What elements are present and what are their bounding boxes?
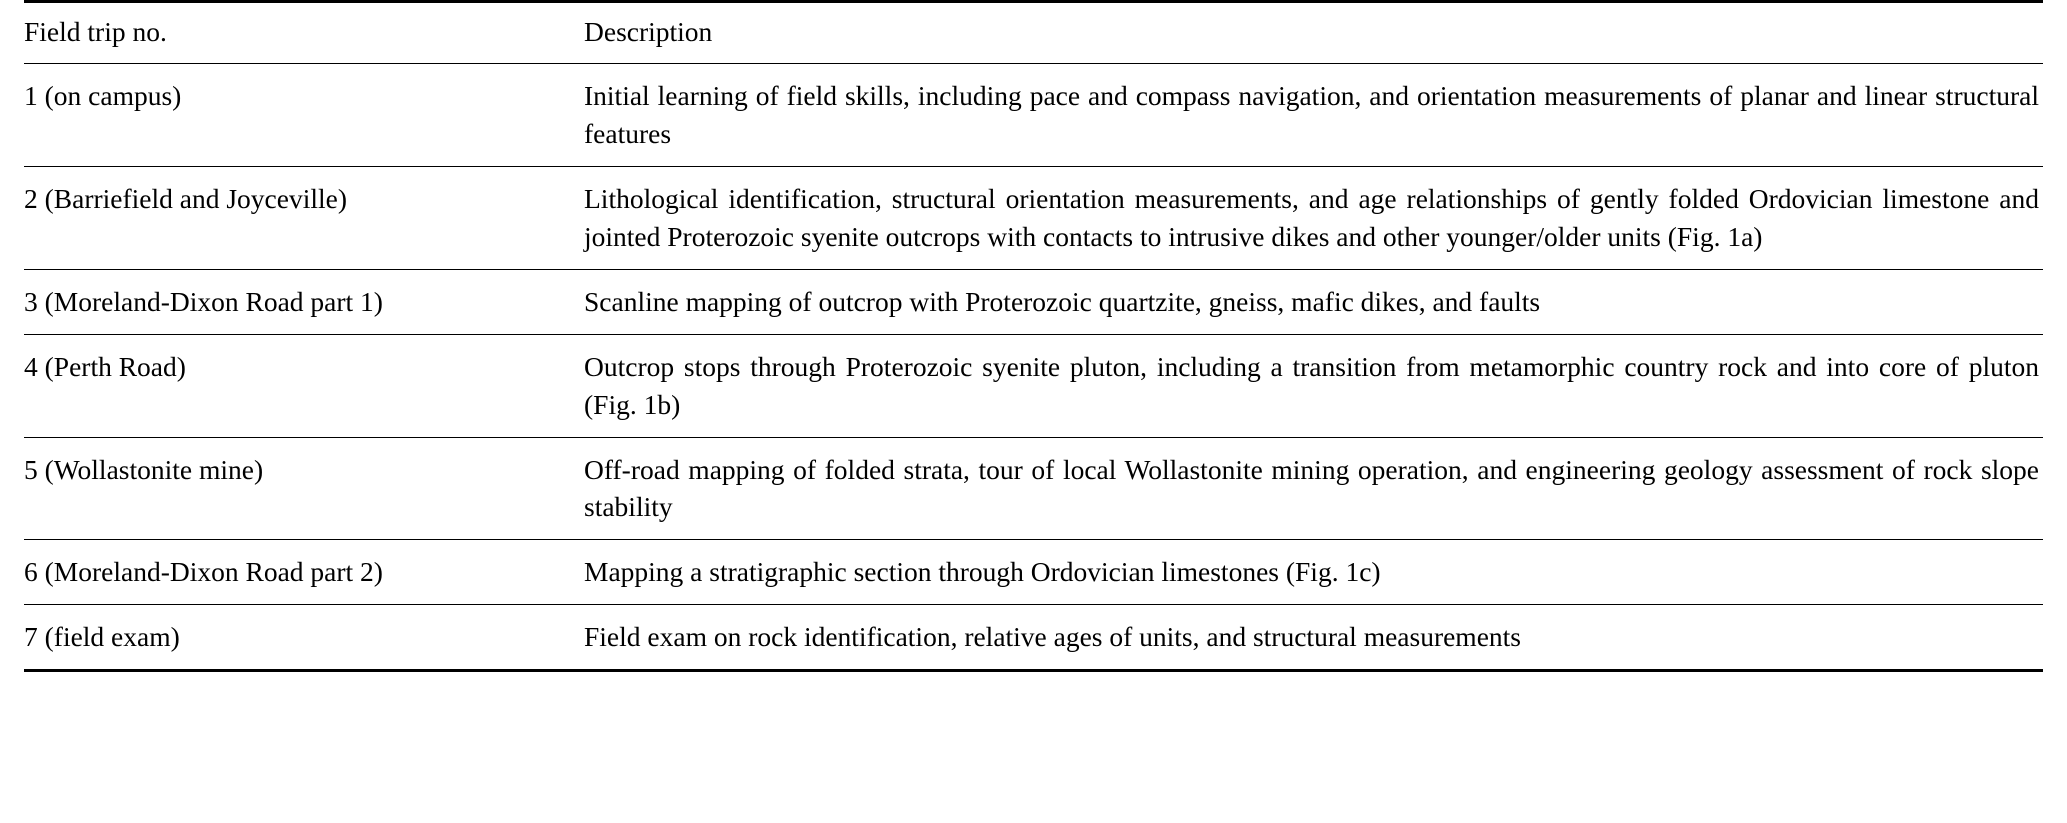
column-header-description: Description [584,16,713,47]
table-row [24,269,2043,334]
cell-description: Off-road mapping of folded strata, tour of local Wollastonite mining operation, and engineering geology assessment of rock slope stability [584,437,2043,540]
table-row [24,540,2043,605]
cell-trip-no: 4 (Perth Road) [24,334,584,437]
cell-description: Lithological identification, structural orientation measurements, and age relationships of gently folded Ordovician limestone and jointed Proterozoic syenite outcrops with contacts to intrusive dikes and other younger/older units (Fig. 1a) [584,166,2043,269]
cell-trip-no: 1 (on campus) [24,63,584,166]
cell-description: Mapping a stratigraphic section through Ordovician limestones (Fig. 1c) [584,540,2043,605]
table-row [24,605,2043,671]
table-row [24,437,2043,540]
cell-trip-no: 3 (Moreland-Dixon Road part 1) [24,269,584,334]
table-header-row [24,2,2043,64]
table-row [24,334,2043,437]
cell-trip-no: 6 (Moreland-Dixon Road part 2) [24,540,584,605]
cell-description: Initial learning of field skills, including pace and compass navigation, and orientation measurements of planar and linear structural features [584,63,2043,166]
table-header [24,2,2043,64]
cell-description: Field exam on rock identification, relative ages of units, and structural measurements [584,605,2043,671]
cell-trip-no: 2 (Barriefield and Joyceville) [24,166,584,269]
table-body [24,63,2043,670]
cell-description: Scanline mapping of outcrop with Proterozoic quartzite, gneiss, mafic dikes, and faults [584,269,2043,334]
table-row [24,63,2043,166]
cell-trip-no: 7 (field exam) [24,605,584,671]
field-trip-table [24,0,2043,672]
cell-trip-no: 5 (Wollastonite mine) [24,437,584,540]
table-row [24,166,2043,269]
column-header-trip-no: Field trip no. [24,16,167,47]
cell-description: Outcrop stops through Proterozoic syenite pluton, including a transition from metamorphic country rock and into core of pluton (Fig. 1b) [584,334,2043,437]
